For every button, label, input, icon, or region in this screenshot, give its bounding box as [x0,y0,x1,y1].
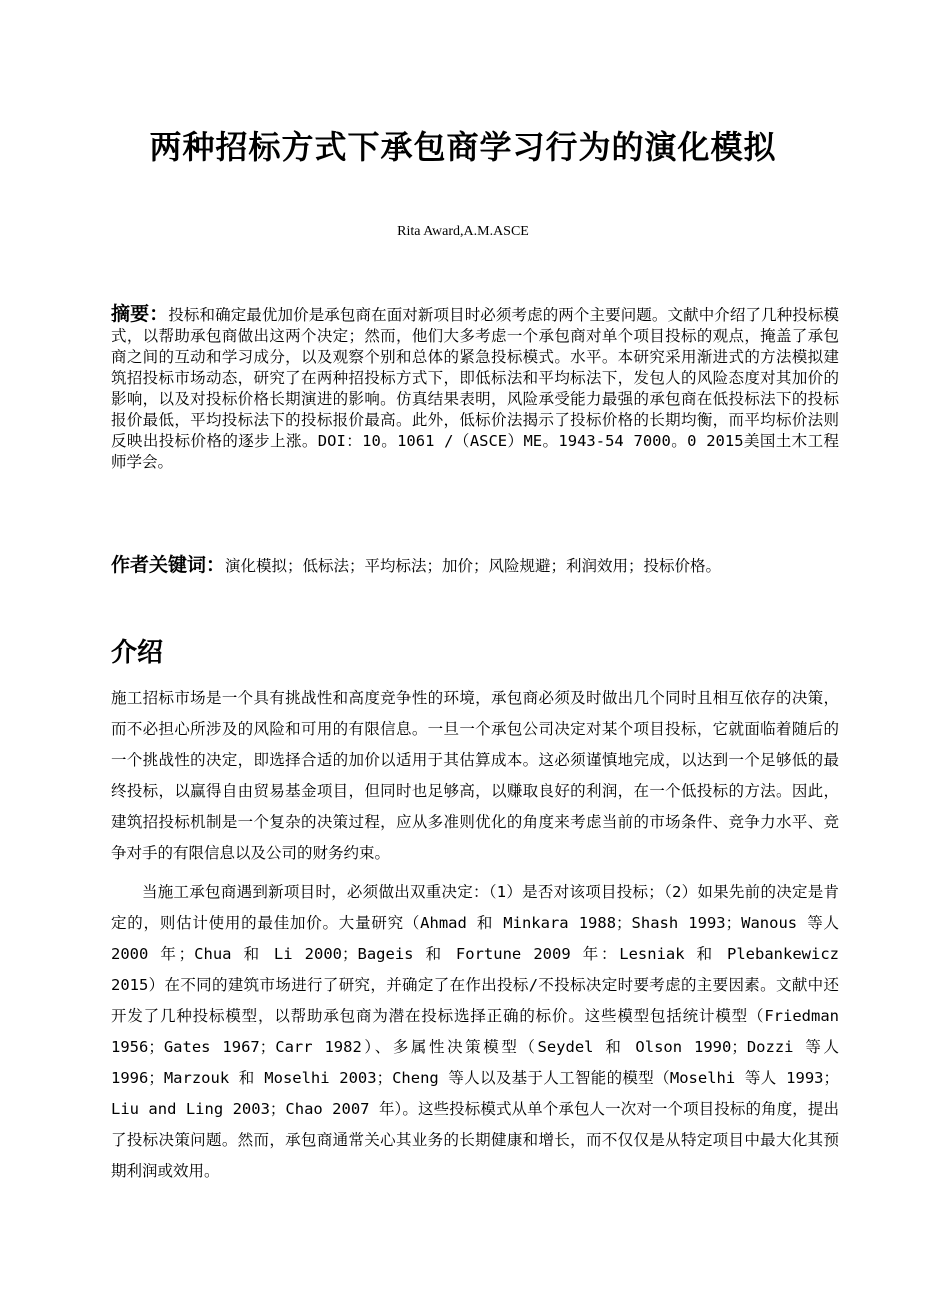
body-paragraph: 施工招标市场是一个具有挑战性和高度竞争性的环境，承包商必须及时做出几个同时且相互依存的决策，而不必担心所涉及的风险和可用的有限信息。一旦一个承包公司决定对某个项目投标，它就面临着随后的一个挑战性的决定，即选择合适的加价以适用于其估算成本。这必须谨慎地完成，以达到一个足够低的最终投标，以赢得自由贸易基金项目，但同时也足够高，以赚取良好的利润，在一个低投标的方法。因此，建筑招投标机制是一个复杂的决策过程，应从多准则优化的角度来考虑当前的市场条件、竞争力水平、竞争对手的有限信息以及公司的财务约束。 [111,689,839,862]
paper-author: Rita Award,A.M.ASCE [397,224,529,239]
keywords-text: 演化模拟；低标法；平均标法；加价；风险规避；利润效用；投标价格。 [225,557,722,575]
keywords-label: 作者关键词： [111,554,226,576]
section-heading: 介绍 [111,638,164,668]
section-body [111,683,839,1195]
body-paragraph: 当施工承包商遇到新项目时，必须做出双重决定：（1）是否对该项目投标；（2）如果先前的决定是肯定的，则估计使用的最佳加价。大量研究（Ahmad 和 Minkara 1988；Shash 1993；Wanous 等人 2000 年；Chua 和 Li 2000；Bageis 和 Fortune 2009 年：Lesniak 和 Plebankewicz 2015）在不同的建筑市场进行了研究，并确定了在作出投标/不投标决定时要考虑的主要因素。文献中还开发了几种投标模型，以帮助承包商为潜在投标选择正确的标价。这些模型包括统计模型（Friedman 1956；Gates 1967；Carr 1982）、多属性决策模型（Seydel 和 Olson 1990；Dozzi 等人 1996；Marzouk 和 Moselhi 2003；Cheng 等人以及基于人工智能的模型（Moselhi 等人 1993；Liu and Ling 2003；Chao 2007 年）。这些投标模式从单个承包人一次对一个项目投标的角度，提出了投标决策问题。然而，承包商通常关心其业务的长期健康和增长，而不仅仅是从特定项目中最大化其预期利润或效用。 [111,883,839,1180]
paper-title: 两种招标方式下承包商学习行为的演化模拟 [149,128,777,166]
abstract-label: 摘要： [111,303,169,325]
abstract-text: 投标和确定最优加价是承包商在面对新项目时必须考虑的两个主要问题。文献中介绍了几种投标模式，以帮助承包商做出这两个决定；然而，他们大多考虑一个承包商对单个项目投标的观点，掩盖了承包商之间的互动和学习成分，以及观察个别和总体的紧急投标模式。水平。本研究采用渐进式的方法模拟建筑招投标市场动态，研究了在两种招投标方式下，即低标法和平均标法下，发包人的风险态度对其加价的影响，以及对投标价格长期演进的影响。仿真结果表明，风险承受能力最强的承包商在低投标法下的投标报价最低，平均投标法下的投标报价最高。此外，低标价法揭示了投标价格的长期均衡，而平均标价法则反映出投标价格的逐步上涨。DOI：10。1061 /（ASCE）ME。1943-54 7000。0 2015美国土木工程师学会。 [111,306,839,471]
abstract [111,304,839,473]
keywords [111,552,839,579]
